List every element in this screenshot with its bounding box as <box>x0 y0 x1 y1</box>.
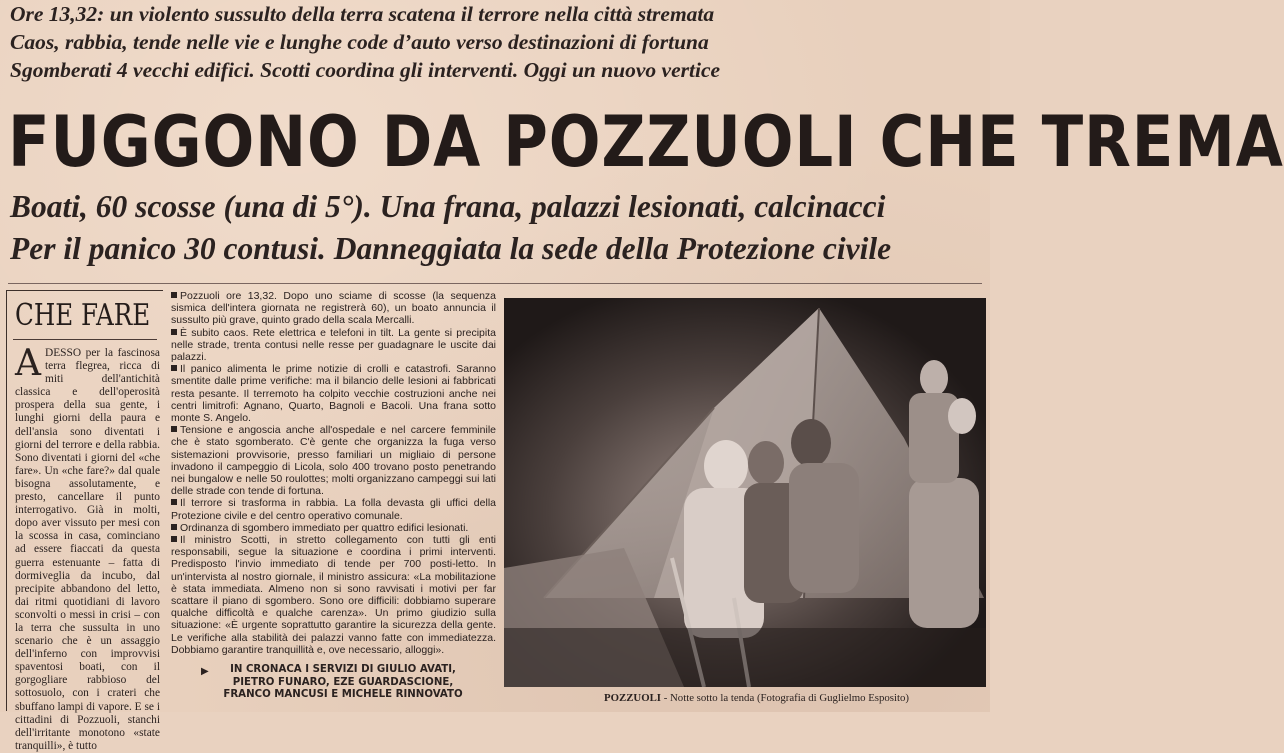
article-paragraph: Il terrore si trasforma in rabbia. La folla devasta gli uffici della Protezione civile e del centro operativo comunale. <box>171 497 496 522</box>
credits-line-2: PIETRO FUNARO, EZE GUARDASCIONE, <box>232 676 454 688</box>
credits-line-1: IN CRONACA I SERVIZI DI GIULIO AVATI, <box>230 664 456 675</box>
sidebar-title: CHE FARE <box>15 298 151 333</box>
subhead-line-2: Per il panico 30 contusi. Danneggiata la sede della Protezione civile <box>10 231 892 266</box>
kicker-line-1: Ore 13,32: un violento sussulto della terra scatena il terrore nella città stremata <box>10 2 715 26</box>
headline: FUGGONO DA POZZUOLI CHE TREMA <box>8 101 1284 183</box>
sidebar-box <box>6 290 163 752</box>
article-paragraph: Ordinanza di sgombero immediato per quattro edifici lesionati. <box>171 522 496 534</box>
caption-text: - Notte sotto la tenda (Fotografia di Guglielmo Esposito) <box>661 692 909 704</box>
bullet-icon <box>171 524 177 530</box>
article-paragraph: Pozzuoli ore 13,32. Dopo uno sciame di scosse (la sequenza sismica dell'intera giornata ne registrerà 60), un boato annuncia il sussulto più grave, quinto grado della scala Mercalli. <box>171 290 496 327</box>
bullet-icon <box>171 329 177 335</box>
bullet-icon <box>171 292 177 298</box>
sidebar-divider <box>13 339 157 340</box>
article-body <box>171 290 496 662</box>
arrow-icon: ▶ <box>201 666 209 677</box>
bullet-icon <box>171 536 177 542</box>
photo-caption <box>604 691 989 705</box>
photo <box>504 298 986 687</box>
article-paragraph: Tensione e angoscia anche all'ospedale e nel carcere femminile che è stato sgomberato. C'è gente che organizza la fuga verso sistemazioni provvisorie, presso familiari un migliaio di persone invadono il campeggio di Licola, solo 400 trovano posto penetrando nei bungalow e nelle 50 roulottes; molti organizzano campeggi sui lati delle strade con tende di fortuna. <box>171 424 496 498</box>
sidebar-body: DESSO per la fascinosa terra flegrea, ricca di miti dell'antichità classica e dell'operosità prospera della sua gente, i lunghi giorni della paura e dell'ansia sono diventati i giorni del terrore e della rabbia. Sono diventati i giorni del «che fare». Un «che fare?» dal quale bisogna assolutamente, e presto, cancellare il punto interrogativo. Già in molti, dopo aver vissuto per mesi con la scossa in casa, cominciano ad essere fiaccati da questa guerra estenuante – fatta di dormiveglia da incubo, dal precipite abbandono del letto, dai ritmi quotidiani di lavoro sconvolti o messi in crisi – con la terra che sussulta in uno scenario che è un assaggio dell'inferno con improvvisi spaventosi boati, con il gorgogliare rabbioso del sottosuolo, con i crateri che sbuffano lampi di vapore. E se i cittadini di Pozzuoli, stanchi dell'irritante monotono «state tranquilli», è tutto <box>15 347 160 752</box>
subhead-line-1: Boati, 60 scosse (una di 5°). Una frana, palazzi lesionati, calcinacci <box>10 189 886 224</box>
kicker-line-2: Caos, rabbia, tende nelle vie e lunghe code d’auto verso destinazioni di fortuna <box>10 30 709 54</box>
bullet-icon <box>171 365 177 371</box>
article-paragraph: È subito caos. Rete elettrica e telefoni in tilt. La gente si precipita nelle strade, trenta contusi nelle resse per guadagnare le uscite dai palazzi. <box>171 326 496 364</box>
dropcap: A <box>15 343 41 384</box>
credits <box>203 664 483 702</box>
article-paragraph: Il ministro Scotti, in stretto collegamento con tutti gli enti responsabili, segue la situazione e coordina i primi interventi. Predisposto l'invio immediato di tende per 700 posti-letto. In un'intervista al nostro giornale, il ministro assicura: «La mobilitazione è stata immediata. Almeno non si sono ravvisati i motivi per far scattare il piano di sgombero. Sono ore difficili: dobbiamo superare qualche difficoltà e qualche carenza». Un primo giudizio sulla situazione: «È urgente soprattutto garantire la sicurezza della gente. Le verifiche alla stabilità dei palazzi vanno fatte con immediatezza. Dobbiamo garantire tranquillità e, ove necessario, alloggi». <box>171 534 496 656</box>
bullet-icon <box>171 426 177 432</box>
subhead <box>10 186 990 270</box>
bullet-icon <box>171 499 177 505</box>
credits-line-3: FRANCO MANCUSI E MICHELE RINNOVATO <box>223 689 463 701</box>
kicker <box>10 0 985 84</box>
sidebar-text <box>15 343 160 752</box>
article-paragraph: Il panico alimenta le prime notizie di crolli e catastrofi. Saranno smentite dalle prime verifiche: ma il bilancio delle lesioni ai fabbricati resta pesante. Il terremoto ha colpito vecchie costruzioni anche nei centri limitrofi: Agnano, Quarto, Bagnoli e Bacoli. Una frana sotto monte S. Angelo. <box>171 363 496 425</box>
divider <box>8 283 982 284</box>
kicker-line-3: Sgomberati 4 vecchi edifici. Scotti coordina gli interventi. Oggi un nuovo vertice <box>10 58 721 82</box>
caption-place: POZZUOLI <box>604 692 661 704</box>
tent-photo-image <box>504 298 986 687</box>
